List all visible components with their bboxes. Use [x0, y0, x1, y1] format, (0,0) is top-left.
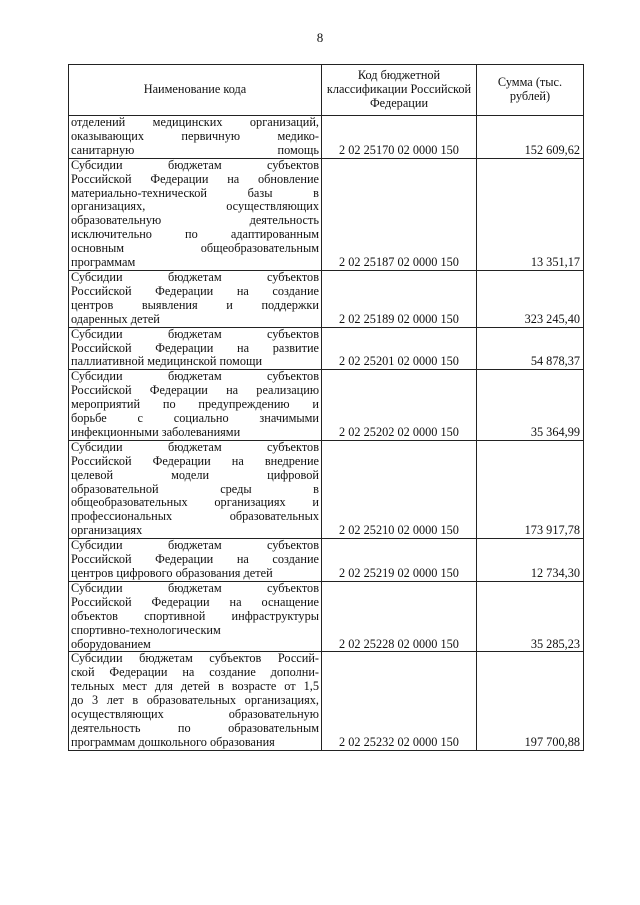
row-name-line: оборудованием	[71, 636, 151, 651]
row-sum: 152 609,62	[477, 116, 584, 159]
row-sum: 35 285,23	[477, 581, 584, 652]
row-name-line: ской Федерации на создание дополни-	[71, 665, 319, 680]
row-name-line: организациях, осуществляющих	[71, 199, 319, 214]
row-name-line: центров цифрового образования детей	[71, 566, 273, 580]
row-code: 2 02 25202 02 0000 150	[322, 370, 477, 441]
row-name-line: спортивно-технологическим	[71, 622, 221, 637]
row-code: 2 02 25210 02 0000 150	[322, 440, 477, 538]
header-code: Код бюджетной классификации Российской Федерации	[322, 65, 477, 116]
row-name-line: Субсидии бюджетам субъектов	[71, 439, 319, 454]
row-name-line: тельных мест для детей в возрасте от 1,5	[71, 679, 319, 694]
row-name-line: исключительно по адаптированным	[71, 227, 319, 242]
table-row	[69, 370, 584, 441]
row-name-line: целевой модели цифровой	[71, 467, 319, 482]
row-name-line: Субсидии бюджетам субъектов	[71, 369, 319, 384]
row-name-line: Российской Федерации на реализацию	[71, 383, 319, 398]
table-header-row	[69, 65, 584, 116]
table-row	[69, 270, 584, 327]
row-name-line: Субсидии бюджетам субъектов	[71, 157, 319, 172]
table-row	[69, 440, 584, 538]
row-name-line: Субсидии бюджетам субъектов	[71, 580, 319, 595]
row-name-line: Российской Федерации на внедрение	[71, 453, 319, 468]
row-name-line: организациях	[71, 523, 143, 538]
row-sum: 12 734,30	[477, 539, 584, 582]
row-code: 2 02 25189 02 0000 150	[322, 270, 477, 327]
row-name-line: оказывающих первичную медико-	[71, 128, 319, 143]
row-name-line: объектов спортивной инфраструктуры	[71, 608, 319, 623]
row-name	[69, 270, 322, 327]
row-name	[69, 581, 322, 652]
row-name-line: мероприятий по предупреждению и	[71, 397, 319, 412]
row-name-line: санитарную помощь	[71, 142, 319, 157]
row-name-line: Субсидии бюджетам субъектов	[71, 269, 319, 284]
row-name	[69, 327, 322, 370]
row-name-line: программам	[71, 255, 136, 270]
budget-table	[68, 64, 584, 751]
row-name-line: одаренных детей	[71, 311, 160, 326]
header-sum: Сумма (тыс. рублей)	[477, 65, 584, 116]
row-code: 2 02 25187 02 0000 150	[322, 158, 477, 270]
row-name-line: Субсидии бюджетам субъектов Россий-	[71, 651, 319, 666]
row-sum: 197 700,88	[477, 652, 584, 750]
header-name: Наименование кода	[69, 65, 322, 116]
table-row	[69, 652, 584, 750]
row-name	[69, 116, 322, 159]
table-row	[69, 581, 584, 652]
row-name-line: материально-технической базы в	[71, 185, 319, 200]
row-name-line: борьбе с социально значимыми	[71, 411, 319, 426]
row-name	[69, 158, 322, 270]
table-body	[69, 116, 584, 751]
row-sum: 173 917,78	[477, 440, 584, 538]
row-name-line: образовательной среды в	[71, 481, 319, 496]
row-sum: 13 351,17	[477, 158, 584, 270]
row-name-line: Российской Федерации на обновление	[71, 171, 319, 186]
row-name-line: Российской Федерации на развитие	[71, 340, 319, 355]
row-name	[69, 440, 322, 538]
row-code: 2 02 25232 02 0000 150	[322, 652, 477, 750]
row-name-line: образовательную деятельность	[71, 213, 319, 228]
row-name	[69, 539, 322, 582]
row-code: 2 02 25219 02 0000 150	[322, 539, 477, 582]
row-name-line: Российской Федерации на создание	[71, 283, 319, 298]
row-name-line: отделений медицинских организаций,	[71, 115, 319, 129]
row-name-line: Российской Федерации на создание	[71, 552, 319, 567]
row-name-line: Российской Федерации на оснащение	[71, 594, 319, 609]
row-sum: 35 364,99	[477, 370, 584, 441]
row-name-line: профессиональных образовательных	[71, 509, 319, 524]
row-name	[69, 652, 322, 750]
table-row	[69, 158, 584, 270]
table-row	[69, 116, 584, 159]
row-name-line: Субсидии бюджетам субъектов	[71, 538, 319, 553]
table-row	[69, 327, 584, 370]
row-name-line: программам дошкольного образования	[71, 734, 275, 749]
row-name	[69, 370, 322, 441]
row-name-line: общеобразовательных организациях и	[71, 495, 319, 510]
row-name-line: инфекционными заболеваниями	[71, 424, 241, 439]
table-row	[69, 539, 584, 582]
row-name-line: до 3 лет в образовательных организациях,	[71, 693, 319, 708]
row-name-line: осуществляющих образовательную	[71, 707, 319, 722]
row-name-line: Субсидии бюджетам субъектов	[71, 326, 319, 341]
row-code: 2 02 25170 02 0000 150	[322, 116, 477, 159]
row-name-line: основным общеобразовательным	[71, 241, 319, 256]
row-sum: 323 245,40	[477, 270, 584, 327]
row-name-line: паллиативной медицинской помощи	[71, 354, 263, 369]
page-number: 8	[316, 30, 324, 45]
row-name-line: центров выявления и поддержки	[71, 297, 319, 312]
row-name-line: деятельность по образовательным	[71, 720, 319, 735]
row-sum: 54 878,37	[477, 327, 584, 370]
row-code: 2 02 25201 02 0000 150	[322, 327, 477, 370]
row-code: 2 02 25228 02 0000 150	[322, 581, 477, 652]
